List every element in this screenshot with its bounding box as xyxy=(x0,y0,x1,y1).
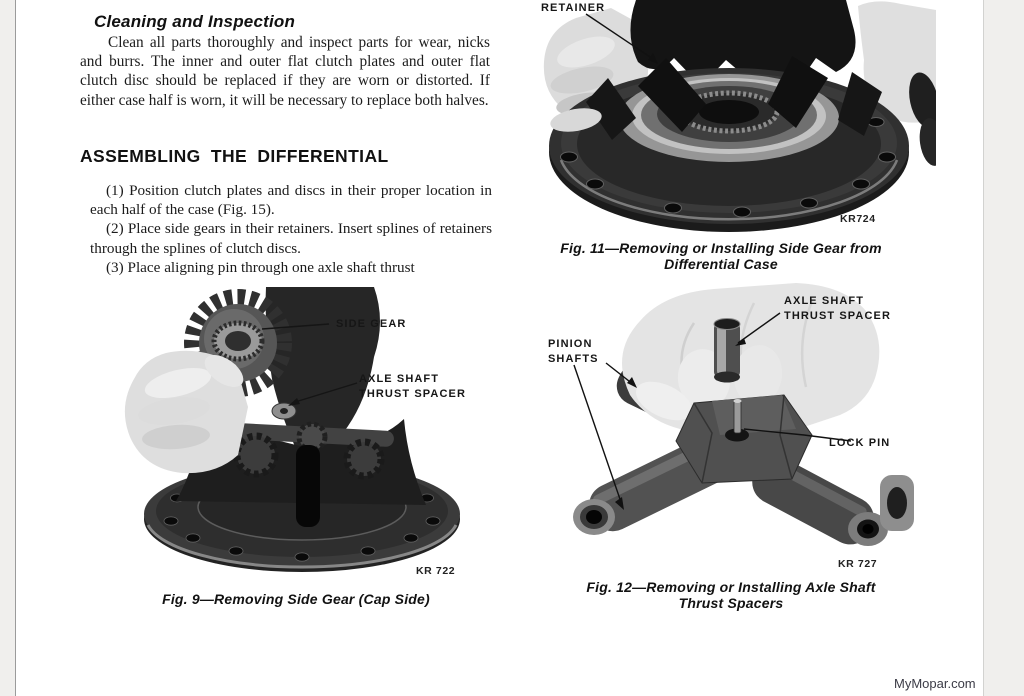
case-slot xyxy=(296,445,320,527)
fig12-label-axle-shaft xyxy=(784,294,891,323)
hand-holding-gear xyxy=(125,349,249,474)
axle-shaft-thrust-spacer xyxy=(714,319,740,383)
cleaning-paragraph: Clean all parts thoroughly and inspect parts for wear, nicks and burrs. The inner and outer flat clutch plates and outer flat clutch disc should be replaced if they are worn or distorted. If either case half is worn, it will be necessary to replace both halves. xyxy=(80,34,490,109)
mymopar-watermark: MyMopar.com xyxy=(894,676,976,691)
fig11-caption-line2: Differential Case xyxy=(664,256,778,272)
thrust-spacer xyxy=(272,403,296,419)
fig9-caption: Fig. 9—Removing Side Gear (Cap Side) xyxy=(162,591,430,607)
manual-page xyxy=(15,0,984,696)
assembly-step-2: (2) Place side gears in their retainers. Insert splines of retainers through the splines of clutch discs. xyxy=(90,220,492,257)
fig12-caption-line1: Fig. 12—Removing or Installing Axle Shaft xyxy=(586,579,876,595)
section-heading-cleaning-inspection: Cleaning and Inspection xyxy=(94,12,296,31)
fig12-label-pinion-line1: PINION xyxy=(548,338,593,350)
fig12-label-axle-line1: AXLE SHAFT xyxy=(784,295,865,307)
assembly-steps xyxy=(90,181,492,277)
fig12-label-pinion-line2: SHAFTS xyxy=(548,352,599,365)
fig12-caption xyxy=(541,579,921,611)
assembly-step-1: (1) Position clutch plates and discs in their proper location in each half of the case (Fig. 15). xyxy=(90,182,492,219)
fig9-label-axle-line1: AXLE SHAFT xyxy=(359,373,440,385)
fig12-label-pinion-shafts xyxy=(548,337,599,366)
fig9-photo-removing-side-gear xyxy=(116,287,491,572)
fig12-photo-pinion-shaft-cross xyxy=(544,283,914,573)
fig12-caption-line2: Thrust Spacers xyxy=(678,595,784,611)
fig9-label-axle-line2: THRUST SPACER xyxy=(359,387,466,400)
assembly-step-3: (3) Place aligning pin through one axle shaft thrust xyxy=(106,258,415,276)
fig9-label-axle-shaft xyxy=(359,372,466,401)
fig11-photo-code: KR724 xyxy=(840,213,876,225)
fig12-photo-code: KR 727 xyxy=(838,558,878,570)
fig9-photo-code: KR 722 xyxy=(416,565,456,577)
fig11-photo-differential-case xyxy=(516,0,936,237)
fig9-label-side-gear: SIDE GEAR xyxy=(336,318,407,330)
fig12-label-axle-line2: THRUST SPACER xyxy=(784,309,891,322)
section-heading-assembling-differential: ASSEMBLING THE DIFFERENTIAL xyxy=(80,146,389,166)
fig11-label-retainer: RETAINER xyxy=(541,2,606,14)
fig11-caption-line1: Fig. 11—Removing or Installing Side Gear from xyxy=(560,240,882,256)
fig11-caption xyxy=(521,240,921,272)
pinion-shaft-cross xyxy=(573,395,914,552)
fig12-label-lock-pin: LOCK PIN xyxy=(829,437,891,449)
